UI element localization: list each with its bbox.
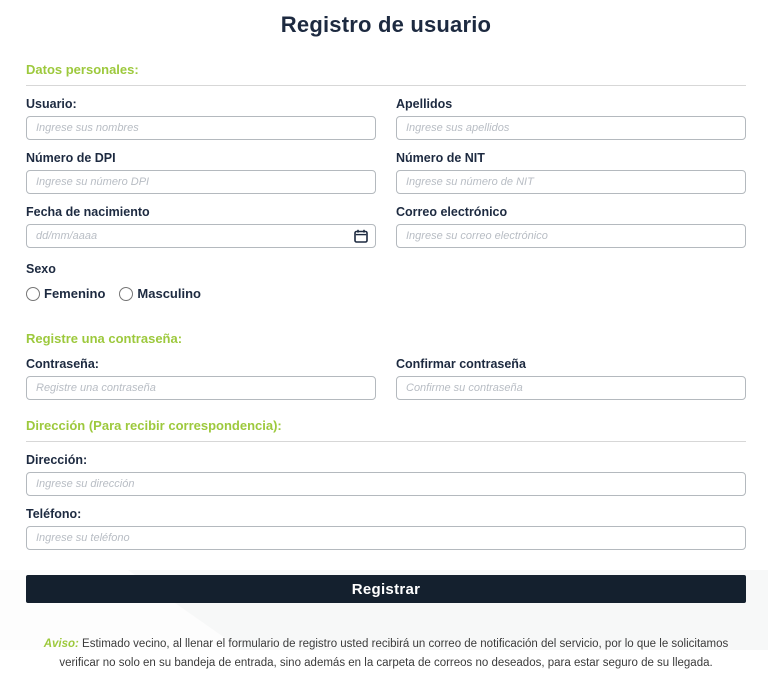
nit-label: Número de NIT — [396, 151, 485, 165]
password-label: Contraseña: — [26, 357, 99, 371]
field-apellidos — [396, 97, 746, 140]
password-input[interactable] — [26, 376, 376, 400]
telefono-label: Teléfono: — [26, 507, 82, 521]
registrar-button[interactable]: Registrar — [26, 575, 746, 603]
radio-femenino-label: Femenino — [44, 286, 106, 301]
field-usuario — [26, 97, 376, 140]
usuario-input[interactable] — [26, 116, 376, 140]
confirm-password-label: Confirmar contraseña — [396, 357, 526, 371]
field-nit — [396, 151, 746, 194]
field-sexo — [26, 262, 746, 301]
radio-masculino-input[interactable] — [119, 287, 133, 301]
row-usuario-apellidos — [26, 86, 746, 140]
section-heading-personal: Datos personales: — [26, 62, 139, 77]
field-telefono — [26, 507, 746, 550]
apellidos-label: Apellidos — [396, 97, 453, 111]
sexo-label: Sexo — [26, 262, 56, 276]
field-correo — [396, 205, 746, 248]
row-dpi-nit — [26, 140, 746, 194]
direccion-input[interactable] — [26, 472, 746, 496]
section-divider — [26, 441, 746, 442]
calendar-icon[interactable] — [354, 229, 368, 243]
field-confirm-password — [396, 357, 746, 400]
aviso-note — [26, 635, 746, 673]
sexo-radio-group — [26, 286, 746, 301]
radio-masculino[interactable] — [119, 286, 201, 301]
section-heading-password: Registre una contraseña: — [26, 331, 183, 346]
dpi-input[interactable] — [26, 170, 376, 194]
field-dpi — [26, 151, 376, 194]
page-title: Registro de usuario — [280, 12, 492, 37]
field-direccion — [26, 453, 746, 496]
section-heading-address: Dirección (Para recibir correspondencia): — [26, 418, 282, 433]
field-fecha-nacimiento — [26, 205, 376, 248]
field-password — [26, 357, 376, 400]
correo-input[interactable] — [396, 224, 746, 248]
radio-femenino-input[interactable] — [26, 287, 40, 301]
radio-femenino[interactable] — [26, 286, 105, 301]
fecha-input[interactable] — [26, 224, 376, 248]
telefono-input[interactable] — [26, 526, 746, 550]
dpi-label: Número de DPI — [26, 151, 116, 165]
nit-input[interactable] — [396, 170, 746, 194]
aviso-text: Estimado vecino, al llenar el formulario de registro usted recibirá un correo de notificación del servicio, por lo que le solicitamos verificar no solo en su bandeja de entrada, sino además en la carpeta de correos no deseados, para estar seguro de su llegada. — [59, 638, 729, 669]
row-fecha-correo — [26, 194, 746, 248]
radio-masculino-label: Masculino — [137, 286, 201, 301]
usuario-label: Usuario: — [26, 97, 77, 111]
fecha-label: Fecha de nacimiento — [26, 205, 150, 219]
direccion-label: Dirección: — [26, 453, 88, 467]
row-passwords — [26, 346, 746, 400]
apellidos-input[interactable] — [396, 116, 746, 140]
confirm-password-input[interactable] — [396, 376, 746, 400]
aviso-label: Aviso: — [43, 638, 79, 650]
correo-label: Correo electrónico — [396, 205, 508, 219]
